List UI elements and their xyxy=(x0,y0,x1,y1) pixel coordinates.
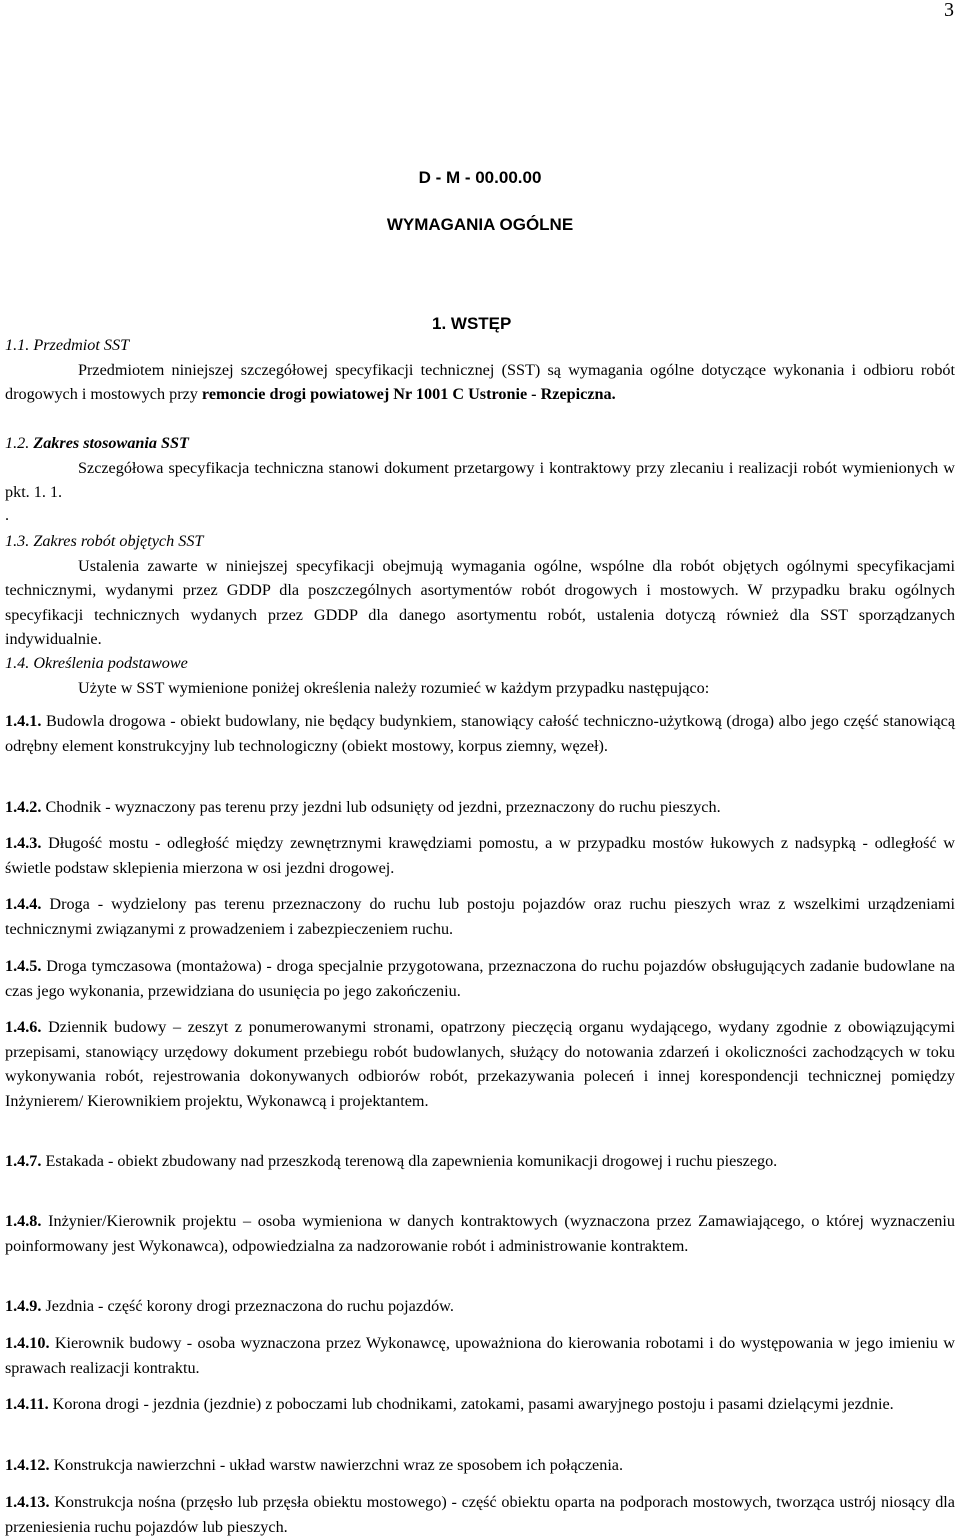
section-1-4-intro: Użyte w SST wymienione poniżej określenia należy rozumieć w każdym przypadku następująco: xyxy=(78,678,710,697)
def-number: 1.4.4. xyxy=(5,895,42,913)
def-text: Estakada - obiekt zbudowany nad przeszkodą terenową dla zapewnienia komunikacji drogowej i ruchu pieszego. xyxy=(41,1152,778,1170)
def-number: 1.4.10. xyxy=(5,1334,50,1352)
document-code: D - M - 00.00.00 xyxy=(418,168,542,187)
def-1-4-8 xyxy=(5,1209,955,1258)
section-1-4 xyxy=(5,651,955,700)
def-1-4-13 xyxy=(5,1490,955,1539)
def-text: Inżynier/Kierownik projektu – osoba wymieniona w danych kontraktowych (wyznaczona przez Zamawiającego, o której wyznaczeniu poinformowany jest Wykonawca), odpowiedzialna za nadzorowanie robót i administrowanie kontraktem. xyxy=(5,1212,955,1255)
def-1-4-3 xyxy=(5,831,955,880)
section-1-4-heading: 1.4. Określenia podstawowe xyxy=(5,654,188,672)
section-1-2-heading xyxy=(5,431,955,456)
section-1-3-heading: 1.3. Zakres robót objętych SST xyxy=(5,532,204,550)
section-1-2 xyxy=(5,431,955,525)
def-number: 1.4.7. xyxy=(5,1152,42,1170)
def-1-4-5 xyxy=(5,954,955,1003)
def-text: Chodnik - wyznaczony pas terenu przy jezdni lub odsunięty od jezdni, przeznaczony do ruchu pieszych. xyxy=(41,798,721,816)
def-1-4-1 xyxy=(5,709,955,758)
def-1-4-9 xyxy=(5,1294,955,1319)
document-title: WYMAGANIA OGÓLNE xyxy=(386,215,574,234)
section-1-2-heading-text: Zakres stosowania SST xyxy=(29,434,189,452)
def-text: Korona drogi - jezdnia (jezdnie) z poboczami lub chodnikami, zatokami, pasami awaryjnego postoju i pasami dzielącymi jezdnie. xyxy=(48,1395,894,1413)
def-number: 1.4.2. xyxy=(5,798,42,816)
section-1-3-text: Ustalenia zawarte w niniejszej specyfikacji obejmują wymagania ogólne, wspólne dla robót objętych ogólnymi specyfikacjami technicznymi, wydanymi przez GDDP dla poszczególnych asortymentów robót drogowych i mostowych. W przypadku braku ogólnych specyfikacji technicznych wydanych przez GDDP dla danego asortymentu robót, ustalenia dotyczą również dla SST sporządzanych indywidualnie. xyxy=(5,556,955,648)
def-text: Droga - wydzielony pas terenu przeznaczony do ruchu lub postoju pojazdów oraz ruchu pieszych wraz z wszelkimi urządzeniami technicznymi związanymi z prowadzeniem i zabezpieczeniem ruchu. xyxy=(5,895,955,938)
def-1-4-2 xyxy=(5,795,955,820)
def-text: Kierownik budowy - osoba wyznaczona przez Wykonawcę, upoważniona do kierowania robotami i do występowania w jego imieniu w sprawach realizacji kontraktu. xyxy=(5,1334,955,1377)
def-number: 1.4.6. xyxy=(5,1018,42,1036)
section-1-2-text: Szczegółowa specyfikacja techniczna stanowi dokument przetargowy i kontraktowy przy zlecaniu i realizacji robót wymienionych w pkt. 1. 1. xyxy=(5,458,955,501)
section-1-2-heading-num: 1.2. xyxy=(5,434,30,452)
section-1-1 xyxy=(5,333,955,407)
def-number: 1.4.9. xyxy=(5,1297,42,1315)
def-1-4-4 xyxy=(5,892,955,941)
section-1-1-text-b: remoncie drogi powiatowej Nr 1001 C Ustronie - Rzepiczna. xyxy=(201,385,616,403)
def-number: 1.4.8. xyxy=(5,1212,42,1230)
def-number: 1.4.13. xyxy=(5,1493,50,1511)
section-1-2-dot: . xyxy=(5,505,10,524)
def-number: 1.4.1. xyxy=(5,712,42,730)
def-1-4-7 xyxy=(5,1149,955,1174)
def-1-4-6 xyxy=(5,1015,955,1113)
section-1-3 xyxy=(5,529,955,652)
def-text: Budowla drogowa - obiekt budowlany, nie będący budynkiem, stanowiący całość techniczno-użytkową (droga) albo jego część stanowiącą odrębny element konstrukcyjny lub technologiczny (obiekt mostowy, korpus ziemny, węzeł). xyxy=(5,712,955,755)
page-number: 3 xyxy=(944,0,954,21)
section-1-1-text-a: Przedmiotem niniejszej szczegółowej specyfikacji technicznej (SST) są wymagania ogólne dotyczące wykonania i odbioru robót drogowych i mostowych przy xyxy=(5,360,955,403)
section-title: 1. WSTĘP xyxy=(432,314,512,333)
def-number: 1.4.11. xyxy=(5,1395,49,1413)
def-text: Dziennik budowy – zeszyt z ponumerowanymi stronami, opatrzony pieczęcią organu wydającego, wydany zgodnie z obowiązującymi przepisami, stanowiący urzędowy dokument przebiegu robót budowlanych, służący do notowania zdarzeń i okoliczności zachodzących w toku wykonywania robót, rejestrowania dokonywanych odbiorów robót, przekazywania poleceń i innej korespondencji technicznej pomiędzy Inżynierem/ Kierownikiem projektu, Wykonawcą i projektantem. xyxy=(5,1018,955,1110)
def-text: Jezdnia - część korony drogi przeznaczona do ruchu pojazdów. xyxy=(41,1297,454,1315)
def-text: Długość mostu - odległość między zewnętrznymi krawędziami pomostu, a w przypadku mostów łukowych z nadsypką - odległość w świetle podstaw sklepienia mierzona w osi jezdni drogowej. xyxy=(5,834,955,877)
def-text: Konstrukcja nośna (przęsło lub przęsła obiektu mostowego) - część obiektu oparta na podporach mostowych, tworząca ustrój niosący dla przeniesienia ruchu pojazdów lub pieszych. xyxy=(5,1493,955,1536)
def-text: Droga tymczasowa (montażowa) - droga specjalnie przygotowana, przeznaczona do ruchu pojazdów obsługujących zadanie budowlane na czas jego wykonania, przewidziana do usunięcia po jego zakończeniu. xyxy=(5,957,955,1000)
def-number: 1.4.12. xyxy=(5,1456,50,1474)
section-1-1-heading: 1.1. Przedmiot SST xyxy=(5,336,130,354)
def-number: 1.4.3. xyxy=(5,834,42,852)
def-1-4-11 xyxy=(5,1392,955,1417)
def-1-4-10 xyxy=(5,1331,955,1380)
def-number: 1.4.5. xyxy=(5,957,42,975)
def-text: Konstrukcja nawierzchni - układ warstw nawierzchni wraz ze sposobem ich połączenia. xyxy=(49,1456,624,1474)
section-1-1-text xyxy=(5,358,955,407)
def-1-4-12 xyxy=(5,1453,955,1478)
